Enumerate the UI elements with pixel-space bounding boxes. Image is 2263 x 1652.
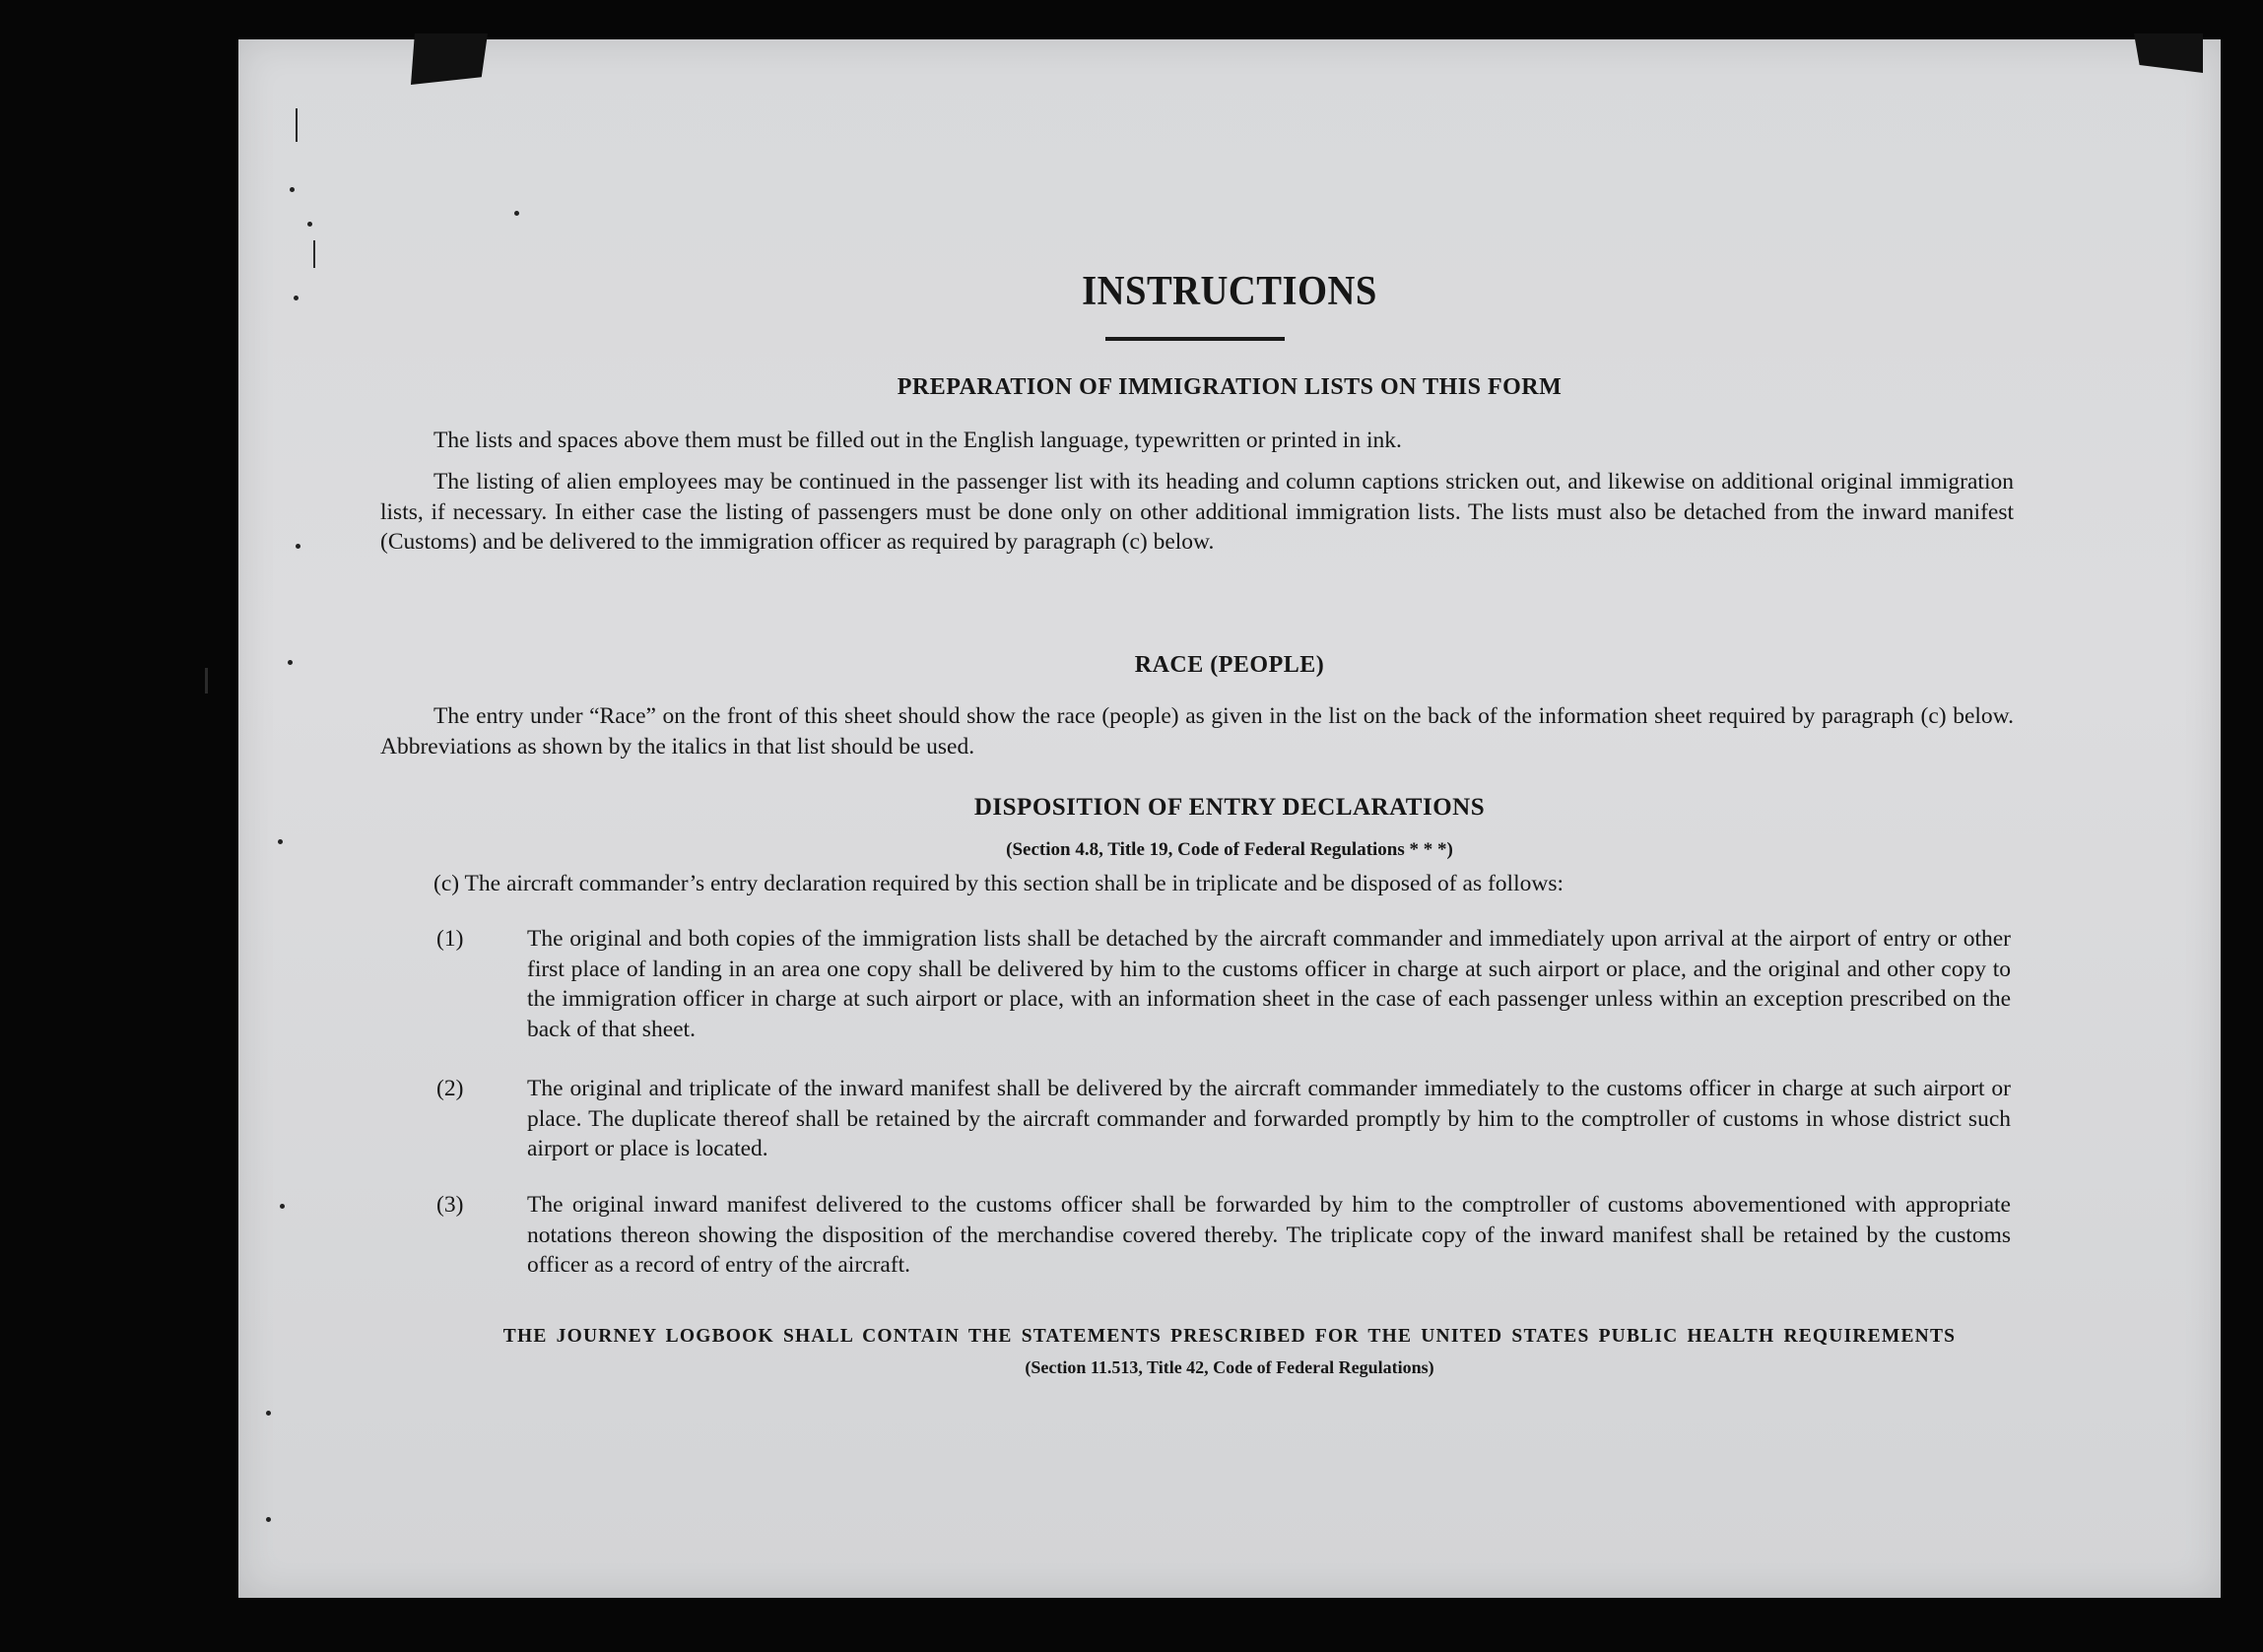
list-item-number: (2) bbox=[436, 1076, 464, 1101]
list-item-number: (3) bbox=[436, 1192, 464, 1218]
preparation-paragraph-1: The lists and spaces above them must be filled out in the English language, typewritten or printed in ink. bbox=[433, 428, 1402, 453]
document-sheet bbox=[238, 39, 2221, 1598]
list-item-text: The original inward manifest delivered to the customs officer shall be forwarded by him to the comptroller of customs abovementioned with appropriate notations thereon showing the disposition of the merchandise covered thereby. The triplicate copy of the inward manifest shall be retained by the customs officer as a record of entry of the aircraft. bbox=[527, 1192, 2011, 1278]
margin-tick bbox=[205, 668, 208, 694]
footer-statement: THE JOURNEY LOGBOOK SHALL CONTAIN THE STATEMENTS PRESCRIBED FOR THE UNITED STATES PUBLIC HEALTH REQUIREMENTS bbox=[502, 1326, 1957, 1347]
heading-preparation: PREPARATION OF IMMIGRATION LISTS ON THIS FORM bbox=[897, 374, 1563, 400]
heading-disposition: DISPOSITION OF ENTRY DECLARATIONS bbox=[973, 794, 1486, 821]
list-item bbox=[436, 1190, 2011, 1281]
footer-citation: (Section 11.513, Title 42, Code of Federal Regulations) bbox=[1025, 1357, 1434, 1377]
list-item-body bbox=[436, 924, 2011, 1044]
list-item-body bbox=[436, 1190, 2011, 1281]
list-item bbox=[436, 1074, 2011, 1164]
preparation-paragraph-2: The listing of alien employees may be continued in the passenger list with its heading and column captions stricken out, and likewise on additional original immigration lists, if necessary. In either case the listing of passengers must be done only on other additional immigration lists. The lists must also be detached from the inward manifest (Customs) and be delivered to the immigration officer as required by paragraph (c) below. bbox=[380, 469, 2014, 555]
list-item-body bbox=[436, 1074, 2011, 1164]
list-item-text: The original and triplicate of the inward manifest shall be delivered by the aircraft commander immediately to the customs officer in charge at such airport or place. The duplicate thereof shall be retained by the aircraft commander and forwarded promptly by him to the comptroller of customs in whose district such airport or place is located. bbox=[527, 1076, 2011, 1161]
race-paragraph: The entry under “Race” on the front of this sheet should show the race (people) as given in the list on the back of the information sheet required by paragraph (c) below. Abbreviations as shown by the italics in that list should be used. bbox=[380, 703, 2014, 760]
page-title: INSTRUCTIONS bbox=[1082, 269, 1377, 314]
heading-race: RACE (PEOPLE) bbox=[1134, 652, 1325, 678]
list-item-text: The original and both copies of the immigration lists shall be detached by the aircraft commander and immediately upon arrival at the airport of entry or other first place of landing in an area one copy shall be delivered by him to the customs officer in charge at such airport or place, and the original and other copy to the immigration officer in charge at such airport or place, with an information sheet in the case of each passenger unless within an exception prescribed on the back of that sheet. bbox=[527, 926, 2011, 1042]
disposition-intro: (c) The aircraft commander’s entry declaration required by this section shall be in triplicate and be disposed of as follows: bbox=[433, 871, 1564, 896]
list-item bbox=[436, 924, 2011, 1044]
list-item-number: (1) bbox=[436, 926, 464, 952]
title-underline bbox=[1105, 337, 1285, 341]
disposition-citation: (Section 4.8, Title 19, Code of Federal Regulations * * *) bbox=[1006, 839, 1453, 860]
instructions-content bbox=[238, 39, 2221, 1598]
